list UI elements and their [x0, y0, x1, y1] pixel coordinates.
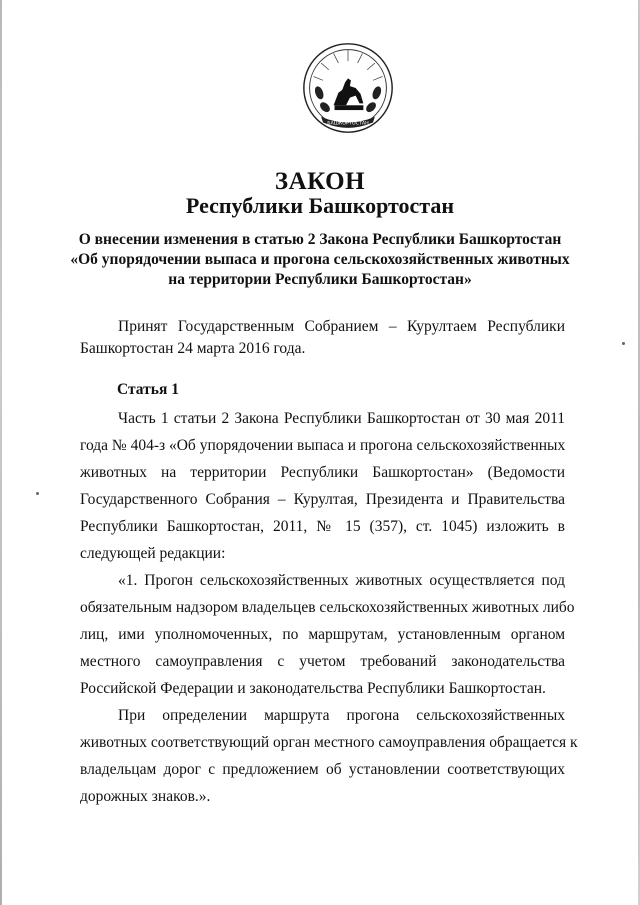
article-line-13: животных соответствующий орган местного самоуправления обращается к	[80, 734, 578, 751]
article-line-5: Республики Башкортостан, 2011, № 15 (357), ст. 1045) изложить в	[80, 518, 565, 535]
article-line-7: «1. Прогон сельскохозяйственных животных осуществляется под	[118, 572, 565, 589]
law-title-line-2: «Об упорядочении выпаса и прогона сельскохозяйственных животных	[70, 251, 570, 268]
article-heading: Статья 1	[117, 381, 179, 398]
article-line-2: года № 404-з «Об упорядочении выпаса и прогона сельскохозяйственных	[80, 437, 566, 454]
emblem-ribbon-text: БАШКОРТОСТАН	[327, 121, 369, 127]
document-title: ЗАКОН	[274, 168, 366, 195]
article-line-3: животных на территории Республики Башкортостан» (Ведомости	[80, 464, 565, 481]
article-line-10: местного самоуправления с учетом требований законодательства	[80, 653, 565, 670]
adoption-line-2: Башкортостан 24 марта 2016 года.	[80, 340, 306, 357]
article-line-8: обязательным надзором владельцев сельскохозяйственных животных либо	[80, 599, 575, 616]
article-line-4: Государственного Собрания – Курултая, Президента и Правительства	[80, 491, 565, 508]
scan-speck	[36, 492, 39, 495]
article-line-12: При определении маршрута прогона сельскохозяйственных	[118, 707, 565, 724]
article-line-6: следующей редакции:	[80, 545, 226, 562]
article-line-11: Российской Федерации и законодательства Республики Башкортостан.	[80, 680, 546, 697]
coat-of-arms-emblem	[300, 40, 396, 136]
article-line-14: владельцам дорог с предложением об установлении соответствующих	[80, 761, 565, 778]
scan-speck	[622, 342, 625, 345]
article-line-1: Часть 1 статьи 2 Закона Республики Башкортостан от 30 мая 2011	[118, 410, 565, 427]
law-title-line-1: О внесении изменения в статью 2 Закона Республики Башкортостан	[78, 231, 562, 248]
article-line-15: дорожных знаков.».	[80, 788, 211, 805]
article-line-9: лиц, ими уполномоченных, по маршрутам, установленным органом	[80, 626, 565, 643]
law-title-line-3: на территории Республики Башкортостан»	[168, 271, 472, 288]
scan-edge-left	[0, 0, 2, 905]
adoption-line-1: Принят Государственным Собранием – Курултаем Республики	[118, 318, 565, 335]
document-subtitle: Республики Башкортостан	[185, 193, 455, 218]
